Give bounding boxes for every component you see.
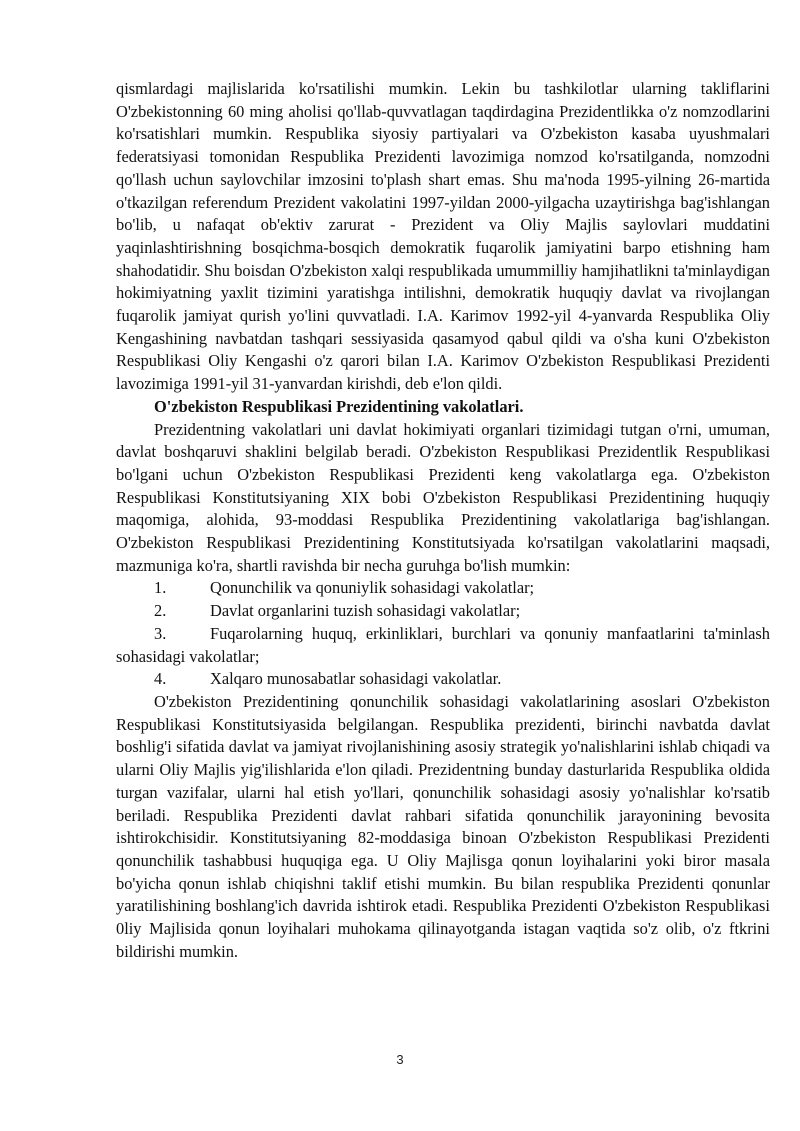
intro-paragraph: Prezidentning vakolatlari uni davlat hokimiyati organlari tizimidagi tutgan o'rni, umuman, davlat boshqaruvi shaklini belgilab beradi. O'zbekiston Respublikasi Prezidentlik Respublikasi bo'lgani uchun O'zbekiston Respublikasi Prezidenti keng vakolatlarga ega. O'zbekiston Respublikasi Konstitutsiyaning XIX bobi O'zbekiston Respublikasi Prezidentining huquqiy maqomiga, alohida, 93-moddasi Respublika Prezidentining vakolatlariga bag'ishlangan. O'zbekiston Respublikasi Prezidentining Konstitutsiyada ko'rsatilgan vakolatlarini maqsadi, mazmuniga ko'ra, shartli ravishda bir necha guruhga bo'lish mumkin:	[116, 419, 770, 575]
list-item-text: Qonunchilik va qonuniylik sohasidagi vakolatlar;	[210, 578, 535, 598]
list-item-text: Davlat organlarini tuzish sohasidagi vakolatlar;	[210, 601, 521, 621]
list-item-number: 4.	[154, 669, 167, 689]
list-item	[116, 577, 770, 600]
list-item	[116, 668, 770, 691]
closing-paragraph: O'zbekiston Prezidentining qonunchilik sohasidagi vakolatlarining asoslari O'zbekiston Respublikasi Konstitutsiyasida belgilangan. Respublika prezidenti, birinchi navbatda davlat boshlig'i sifatida davlat va jamiyat rivojlanishining asosiy strategik yo'nalishlarini ishlab chiqadi va ularni Oliy Majlis yig'ilishlarida e'lon qiladi. Prezidentning bunday dasturlarida Respublika oldida turgan vazifalar, ularni hal etish yo'llari, qonunchilik sohasidagi asosiy yo'nalishlar ko'rsatib beriladi. Respublika Prezidenti davlat rahbari sifatida qonunchilik jarayonining bevosita ishtirokchisidir. Konstitutsiyaning 82-moddasiga binoan O'zbekiston Respublikasi Prezidenti qonunchilik tashabbusi huquqiga ega. U Oliy Majlisga qonun loyihalarini yoki biror masala bo'yicha qonun ishlab chiqishni taklif etishi mumkin. Bu bilan respublika Prezidenti qonunlar yaratilishining boshlang'ich davrida ishtirok etadi. Respublika Prezidenti O'zbekiston Respublikasi 0liy Majlisida qonun loyihalari muhokama qilinayotganda istagan vaqtida so'z olib, o'z ftkrini bildirishi mumkin.	[116, 691, 770, 961]
page-number: 3	[396, 1052, 404, 1067]
list-item-text: Xalqaro munosabatlar sohasidagi vakolatlar.	[210, 669, 502, 689]
list-item	[116, 623, 770, 668]
list-item-number: 2.	[154, 601, 167, 621]
list-item-text: Fuqarolarning huquq, erkinliklari, burchlari va qonuniy manfaatlarini ta'minlash sohasidagi vakolatlar;	[116, 623, 770, 666]
list-item-number: 1.	[154, 578, 167, 598]
document-page	[116, 78, 770, 963]
list-item	[116, 600, 770, 623]
section-heading: O'zbekiston Respublikasi Prezidentining vakolatlari.	[154, 396, 524, 416]
list-item-number: 3.	[154, 623, 167, 643]
paragraph-continuation: qismlardagi majlislarida ko'rsatilishi mumkin. Lekin bu tashkilotlar ularning takliflarini O'zbekistonning 60 ming aholisi qo'llab-quvvatlagan taqdirdagina Prezidentlikka o'z nomzodlarini ko'rsatishlari mumkin. Respublika siyosiy partiyalari va O'zbekiston kasaba uyushmalari federatsiyasi tomonidan Respublika Prezidenti lavozimiga nomzod ko'rsatilganda, nomzodni qo'llash uchun saylovchilar imzosini to'plash shart emas. Shu ma'noda 1995-yilning 26-martida o'tkazilgan referendum Prezident vakolatini 1997-yildan 2000-yilgacha uzaytirishga bag'ishlangan bo'lib, u nafaqat ob'ektiv zarurat - Prezident va Oliy Majlis saylovlari muddatini yaqinlashtirishning bosqichma-bosqich demokratik fuqarolik jamiyatini barpo etishning ham shahodatidir. Shu boisdan O'zbekiston xalqi respublikada umummilliy hamjihatlikni ta'minlaydigan hokimiyatning yaxlit tizimini yaratishga intilishni, demokratik huquqiy davlat va rivojlangan fuqarolik jamiyat qurish yo'lini quvvatladi. I.A. Karimov 1992-yil 4-yanvarda Respublika Oliy Kengashining navbatdan tashqari sessiyasida qasamyod qabul qildi va o'sha kuni O'zbekiston Respublikasi Oliy Kengashi o'z qarori bilan I.A. Karimov O'zbekiston Respublikasi Prezidenti lavozimiga 1991-yil 31-yanvardan kirishdi, deb e'lon qildi.	[116, 79, 770, 394]
